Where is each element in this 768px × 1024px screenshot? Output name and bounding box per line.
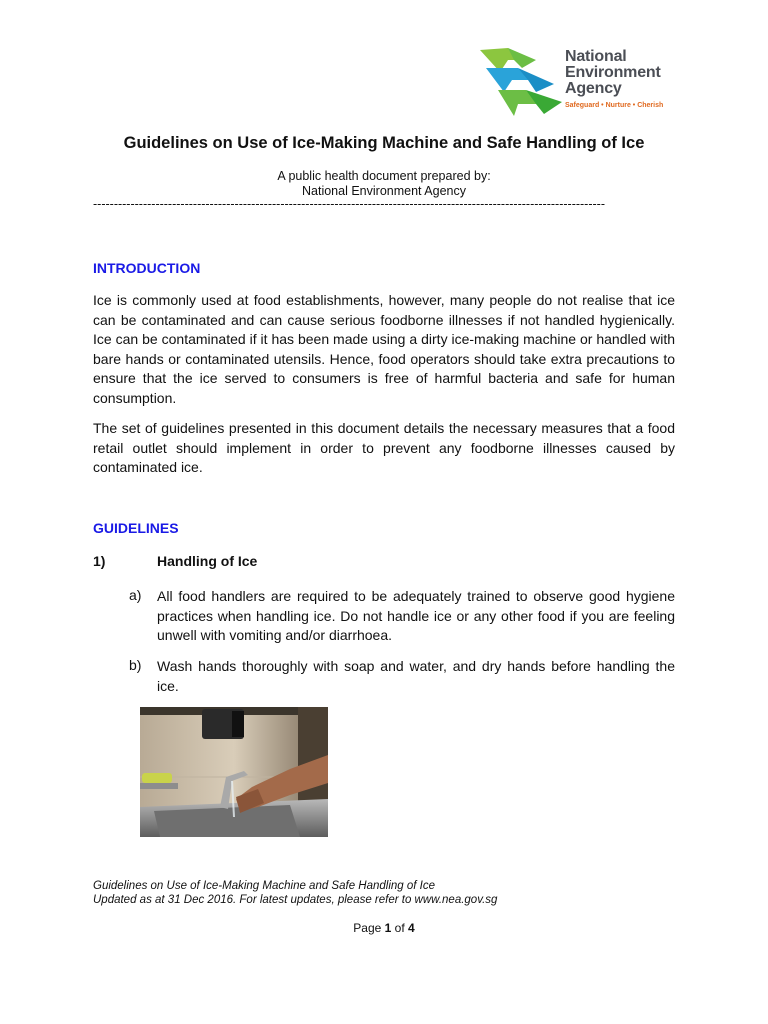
- guidelines-heading: GUIDELINES: [93, 520, 179, 536]
- nea-logo-mark-icon: [478, 46, 564, 118]
- introduction-paragraph-2: The set of guidelines presented in this document details the necessary measures that a food retail outlet should implement in order to prevent any foodborne illnesses caused by contaminated ice.: [93, 420, 675, 475]
- document-footer: [93, 879, 497, 907]
- page-of: of: [394, 921, 405, 935]
- logo-line-2: Environment: [565, 64, 661, 81]
- handwashing-photo: [140, 707, 328, 837]
- nea-logo: [478, 44, 678, 118]
- separator-line: ---------------------------------------------------------------------------------------------------------------------------: [93, 198, 605, 208]
- page-current: 1: [384, 921, 392, 935]
- introduction-paragraph-1: Ice is commonly used at food establishments, however, many people do not realise that ice can be contaminated and can cause serious foodborne illnesses if not handled hygienically. Ice can be contaminated if it has been made using a dirty ice-making machine or handled with bare hands or contaminated utensils. Hence, food operators should take extra precautions to ensure that the ice served to consumers is free of harmful bacteria and safe for human consumption.: [93, 292, 675, 406]
- logo-wordmark: [565, 49, 661, 97]
- page-number: [0, 921, 768, 935]
- page-label: Page: [353, 921, 382, 935]
- list-item-marker-a: a): [129, 587, 142, 603]
- logo-line-3: Agency: [565, 80, 622, 97]
- section-1-title: Handling of Ice: [157, 553, 258, 569]
- introduction-heading: INTRODUCTION: [93, 260, 201, 276]
- document-title: Guidelines on Use of Ice-Making Machine and Safe Handling of Ice: [123, 134, 645, 152]
- footer-line-2: Updated as at 31 Dec 2016. For latest updates, please refer to www.nea.gov.sg: [93, 894, 498, 906]
- list-item-marker-b: b): [129, 657, 142, 673]
- subtitle-line-2: National Environment Agency: [302, 184, 466, 198]
- document-subtitle: [0, 169, 768, 199]
- page-total: 4: [408, 921, 415, 935]
- subtitle-line-1: A public health document prepared by:: [277, 169, 491, 183]
- list-item-text-a: All food handlers are required to be adequately trained to observe good hygiene practices when handling ice. Do not handle ice or any other food if you are feeling unwell with vomiting and/or diarrhoea.: [157, 588, 675, 643]
- logo-tagline: Safeguard • Nurture • Cherish: [565, 102, 664, 109]
- list-item-text-b: Wash hands thoroughly with soap and water, and dry hands before handling the ice.: [157, 658, 675, 694]
- section-1-number: 1): [93, 553, 106, 569]
- logo-line-1: National: [565, 48, 627, 65]
- footer-line-1: Guidelines on Use of Ice-Making Machine and Safe Handling of Ice: [93, 880, 436, 892]
